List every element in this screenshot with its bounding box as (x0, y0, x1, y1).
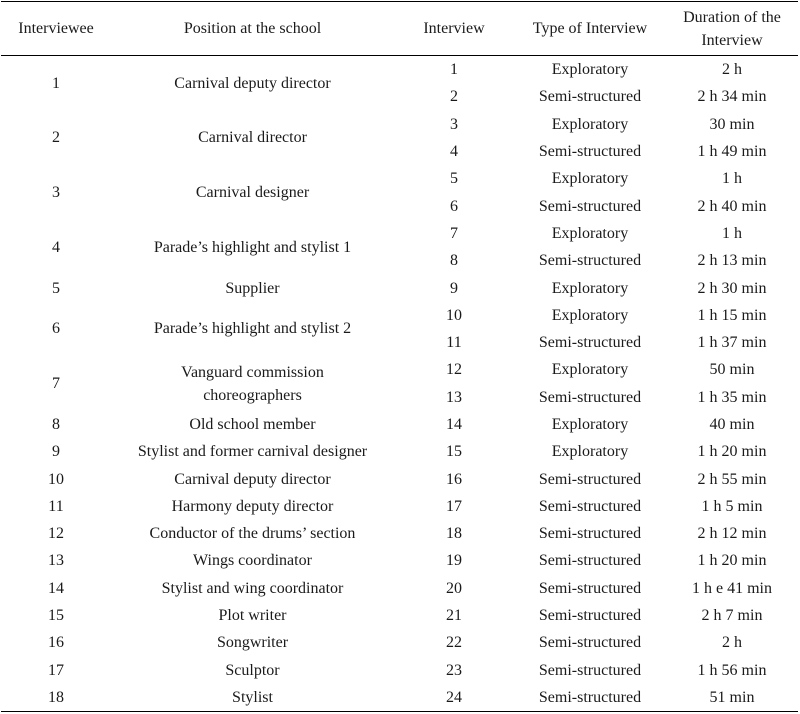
cell-duration: 1 h 20 min (697, 443, 767, 461)
cell-interview-type: Exploratory (551, 306, 629, 324)
table-row (1, 302, 798, 329)
table-row (1, 657, 798, 684)
cell-duration: 1 h 35 min (697, 388, 767, 406)
cell-interview-number: 14 (446, 416, 462, 433)
cell-interview-type: Exploratory (551, 61, 629, 79)
cell-interviewee: 17 (48, 661, 64, 679)
cell-interviewee: 3 (52, 183, 60, 201)
cell-interview-number: 16 (446, 470, 462, 488)
cell-interview-number: 11 (446, 334, 462, 352)
cell-duration: 1 h 49 min (697, 143, 767, 161)
cell-interviewee: 9 (52, 443, 60, 461)
cell-interview-number: 13 (446, 388, 462, 406)
cell-duration: 1 h e 41 min (692, 579, 772, 597)
cell-duration: 2 h 12 min (697, 525, 767, 543)
cell-duration: 2 h 55 min (697, 470, 767, 488)
cell-interview-number: 5 (450, 170, 458, 188)
cell-interviewee: 1 (52, 74, 60, 92)
cell-interviewee: 14 (48, 579, 64, 597)
cell-position: Old school member (189, 416, 316, 433)
cell-interview-number: 22 (446, 634, 462, 652)
cell-duration: 2 h (722, 61, 742, 79)
cell-interviewee: 12 (48, 525, 64, 543)
header-type: Type of Interview (514, 2, 666, 56)
cell-position: Carnival deputy director (174, 470, 331, 488)
cell-interview-number: 12 (446, 361, 462, 379)
cell-interview-type: Semi-structured (538, 525, 642, 543)
cell-interview-number: 21 (446, 607, 462, 625)
cell-interview-type: Semi-structured (538, 552, 642, 570)
cell-interview-type: Semi-structured (538, 88, 642, 106)
cell-position (111, 302, 394, 357)
table-row (1, 520, 798, 547)
table-row (1, 56, 798, 84)
cell-interviewee: 11 (48, 497, 64, 515)
cell-duration: 1 h 5 min (701, 497, 763, 515)
cell-position-text: Parade’s highlight and stylist 2 (153, 320, 352, 338)
header-row (1, 2, 798, 56)
table-frame (1, 1, 798, 712)
cell-interview-number: 3 (450, 115, 458, 133)
table-row (1, 547, 798, 574)
cell-interview-number: 4 (450, 143, 458, 161)
cell-position: Plot writer (218, 607, 287, 625)
cell-duration: 2 h (722, 634, 742, 652)
cell-interviewee: 2 (52, 129, 60, 147)
cell-interview-type: Semi-structured (538, 143, 642, 161)
cell-position: Conductor of the drums’ section (149, 525, 356, 543)
table-header (1, 2, 798, 56)
cell-interview-number: 8 (450, 252, 458, 270)
cell-interview-type: Semi-structured (538, 688, 642, 706)
cell-interview-number: 2 (450, 88, 458, 106)
cell-interview-type: Semi-structured (538, 497, 642, 515)
cell-duration: 30 min (709, 115, 755, 133)
cell-interview-type: Semi-structured (538, 634, 642, 652)
cell-duration: 50 min (709, 361, 755, 379)
interviews-table (1, 2, 798, 711)
cell-interview-type: Exploratory (551, 416, 629, 433)
cell-position: Stylist (232, 688, 273, 706)
cell-interviewee: 8 (52, 416, 60, 433)
cell-interview-number: 17 (446, 497, 462, 515)
cell-position: Carnival designer (195, 183, 310, 201)
cell-interview-number: 6 (450, 197, 458, 215)
cell-interviewee: 15 (48, 607, 64, 625)
table-row (1, 684, 798, 711)
cell-interview-number: 15 (446, 443, 462, 461)
cell-position: Stylist and wing coordinator (161, 579, 344, 597)
cell-interview-type: Exploratory (551, 443, 629, 461)
cell-interviewee: 10 (48, 470, 64, 488)
cell-duration: 40 min (709, 416, 755, 433)
cell-position: Carnival director (198, 129, 307, 147)
cell-interview-type: Semi-structured (538, 252, 642, 270)
cell-duration: 1 h 37 min (697, 334, 767, 352)
cell-position-text: Vanguard commission choreographers (181, 363, 324, 404)
cell-interviewee: 6 (52, 320, 60, 338)
header-interviewee: Interviewee (1, 2, 111, 56)
cell-position (111, 220, 394, 275)
cell-position-text: Parade’s highlight and stylist 1 (153, 238, 352, 256)
table-row (1, 629, 798, 656)
table-row (1, 356, 798, 383)
cell-interview-type: Semi-structured (538, 607, 642, 625)
table-row (1, 438, 798, 465)
cell-interview-type: Semi-structured (538, 388, 642, 406)
header-interview: Interview (394, 2, 514, 56)
cell-duration: 1 h (722, 224, 742, 242)
cell-interview-type: Exploratory (551, 224, 629, 242)
table-row (1, 493, 798, 520)
cell-duration: 1 h 56 min (697, 661, 767, 679)
cell-position (111, 356, 394, 411)
cell-duration: 1 h 15 min (697, 306, 767, 324)
cell-position: Harmony deputy director (171, 497, 334, 515)
cell-duration: 1 h 20 min (697, 552, 767, 570)
cell-interviewee: 13 (48, 552, 64, 570)
cell-interview-type: Exploratory (551, 361, 629, 379)
table-row (1, 411, 798, 438)
table-row (1, 165, 798, 192)
header-duration (666, 2, 798, 56)
cell-interview-type: Exploratory (551, 279, 629, 297)
header-position: Position at the school (111, 2, 394, 56)
cell-interview-type: Exploratory (551, 170, 629, 188)
cell-interview-number: 7 (450, 224, 458, 242)
cell-interview-type: Semi-structured (538, 197, 642, 215)
cell-interview-number: 10 (446, 306, 462, 324)
cell-interview-type: Semi-structured (538, 470, 642, 488)
cell-duration: 1 h (722, 170, 742, 188)
cell-interview-number: 1 (450, 61, 458, 79)
cell-interview-type: Semi-structured (538, 661, 642, 679)
table-row (1, 465, 798, 492)
cell-interview-number: 18 (446, 525, 462, 543)
cell-interview-number: 24 (446, 688, 462, 706)
cell-duration: 51 min (709, 688, 755, 706)
cell-duration: 2 h 30 min (697, 279, 767, 297)
table-row (1, 602, 798, 629)
cell-interview-type: Semi-structured (538, 579, 642, 597)
cell-interviewee: 7 (52, 375, 60, 393)
cell-position: Carnival deputy director (174, 74, 331, 92)
table-row (1, 111, 798, 138)
cell-position: Songwriter (216, 634, 289, 652)
cell-position: Stylist and former carnival designer (137, 443, 368, 461)
table-row (1, 274, 798, 301)
cell-duration: 2 h 13 min (697, 252, 767, 270)
cell-interview-number: 23 (446, 661, 462, 679)
cell-position: Sculptor (225, 661, 280, 679)
table-row (1, 220, 798, 247)
cell-interview-type: Semi-structured (538, 334, 642, 352)
cell-interview-number: 20 (446, 579, 462, 597)
cell-interviewee: 5 (52, 279, 60, 297)
cell-interviewee: 16 (48, 634, 64, 652)
cell-duration: 2 h 40 min (697, 197, 767, 215)
header-duration-label: Duration of the Interview (683, 8, 781, 49)
cell-interview-number: 19 (446, 552, 462, 570)
cell-interview-type: Exploratory (551, 115, 629, 133)
cell-interviewee: 18 (48, 688, 64, 706)
table-body (1, 56, 798, 712)
cell-position: Supplier (225, 279, 280, 297)
cell-duration: 2 h 34 min (697, 88, 767, 106)
cell-interview-number: 9 (450, 279, 458, 297)
cell-interviewee: 4 (52, 238, 60, 256)
cell-duration: 2 h 7 min (701, 607, 763, 625)
cell-position: Wings coordinator (193, 552, 312, 570)
table-row (1, 575, 798, 602)
